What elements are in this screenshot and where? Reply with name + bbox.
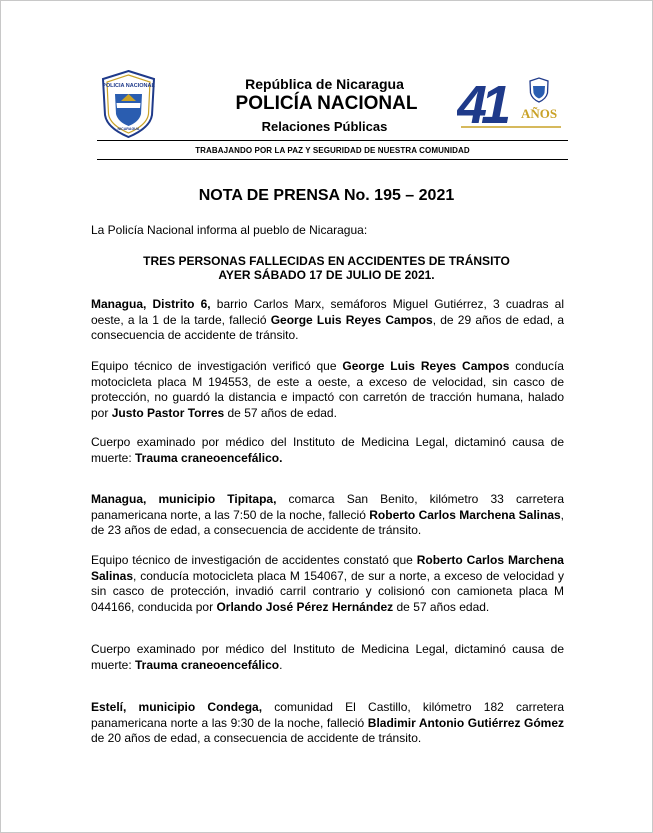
text-run: Cuerpo examinado por médico del Instituto de Medicina Legal, dictaminó causa de muerte: — [91, 435, 564, 465]
headline — [0, 254, 653, 282]
paragraph — [91, 700, 564, 747]
text-run: barrio Carlos Marx, semáforos Miguel Gutiérrez, 3 cuadras al oeste, a la 1 de la tarde, falleció — [91, 297, 564, 327]
bold-text-run: Estelí, municipio Condega, — [91, 700, 263, 714]
paragraph — [91, 642, 564, 673]
bold-text-run: George Luis Reyes Campos — [270, 312, 433, 327]
text-run: , de 29 años de edad, a consecuencia de accidente de tránsito. — [91, 312, 564, 342]
paragraph — [91, 297, 564, 344]
bold-text-run: Bladimir Antonio Gutiérrez Gómez — [367, 715, 564, 730]
bold-text-run: Roberto Carlos Marchena Salinas — [369, 507, 561, 522]
bold-text-run: Justo Pastor Torres — [111, 405, 225, 420]
press-release-title: NOTA DE PRENSA No. 195 – 2021 — [198, 187, 455, 204]
bold-text-run: Trauma craneoencefálico — [135, 657, 280, 672]
text-run: conducía motocicleta placa M 194553, de este a oeste, a exceso de velocidad, sin casco de protección, no guardó la distancia e impactó con carretón de tracción humana, halado por — [91, 359, 564, 420]
motto: TRABAJANDO POR LA PAZ Y SEGURIDAD DE NUESTRA COMUNIDAD — [195, 146, 470, 155]
bold-text-run: Managua, municipio Tipitapa, — [91, 492, 277, 506]
text-run: , conducía motocicleta placa M 154067, de sur a norte, a exceso de velocidad y sin casco de protección, invadió carril contrario y colisionó con camioneta placa M 044166, conducida por — [91, 568, 564, 614]
svg-text:NICARAGUA: NICARAGUA — [117, 127, 140, 131]
header-rule-bottom — [97, 159, 568, 160]
text-run: Cuerpo examinado por médico del Instituto de Medicina Legal, dictaminó causa de muerte: — [91, 642, 564, 672]
text-run: de 20 años de edad, a consecuencia de accidente de tránsito. — [91, 731, 422, 745]
bold-text-run: Roberto Carlos Marchena Salinas — [91, 553, 564, 583]
text-run: comunidad El Castillo, kilómetro 182 carretera panamericana norte a las 9:30 de la noche, falleció — [91, 700, 564, 730]
paragraph — [91, 359, 564, 421]
text-run: Equipo técnico de investigación de accidentes constató que — [91, 553, 417, 567]
header-rule-top — [97, 140, 568, 141]
text-run: , de 23 años de edad, a consecuencia de accidente de tránsito. — [91, 507, 565, 537]
svg-text:AÑOS: AÑOS — [520, 106, 558, 121]
paragraph — [91, 553, 564, 615]
headline-line-1: TRES PERSONAS FALLECIDAS EN ACCIDENTES DE TRÁNSITO — [143, 254, 510, 268]
text-run: comarca San Benito, kilómetro 33 carretera panamericana norte, a las 7:50 de la noche, falleció — [91, 492, 564, 522]
text-run: . — [279, 657, 283, 672]
institution-name: POLICÍA NACIONAL — [235, 93, 418, 114]
headline-line-2: AYER SÁBADO 17 DE JULIO DE 2021. — [218, 268, 435, 282]
svg-text:POLICIA NACIONAL: POLICIA NACIONAL — [102, 83, 155, 89]
bold-text-run: Orlando José Pérez Hernández — [216, 599, 394, 614]
bold-text-run: George Luis Reyes Campos — [342, 359, 510, 373]
text-run: Equipo técnico de investigación verificó que — [91, 359, 343, 373]
anniversary-41-logo — [457, 77, 565, 129]
bold-text-run: Trauma craneoencefálico. — [135, 450, 283, 465]
paragraph — [91, 435, 564, 466]
svg-text:41: 41 — [457, 77, 506, 129]
department-name: Relaciones Públicas — [261, 119, 388, 134]
text-run: de 57 años de edad. — [224, 405, 337, 420]
text-run: de 57 años edad. — [393, 599, 490, 614]
country-name: República de Nicaragua — [245, 76, 404, 92]
intro-text: La Policía Nacional informa al pueblo de Nicaragua: — [91, 223, 368, 237]
bold-text-run: Managua, Distrito 6, — [91, 297, 211, 311]
paragraph — [91, 492, 564, 539]
